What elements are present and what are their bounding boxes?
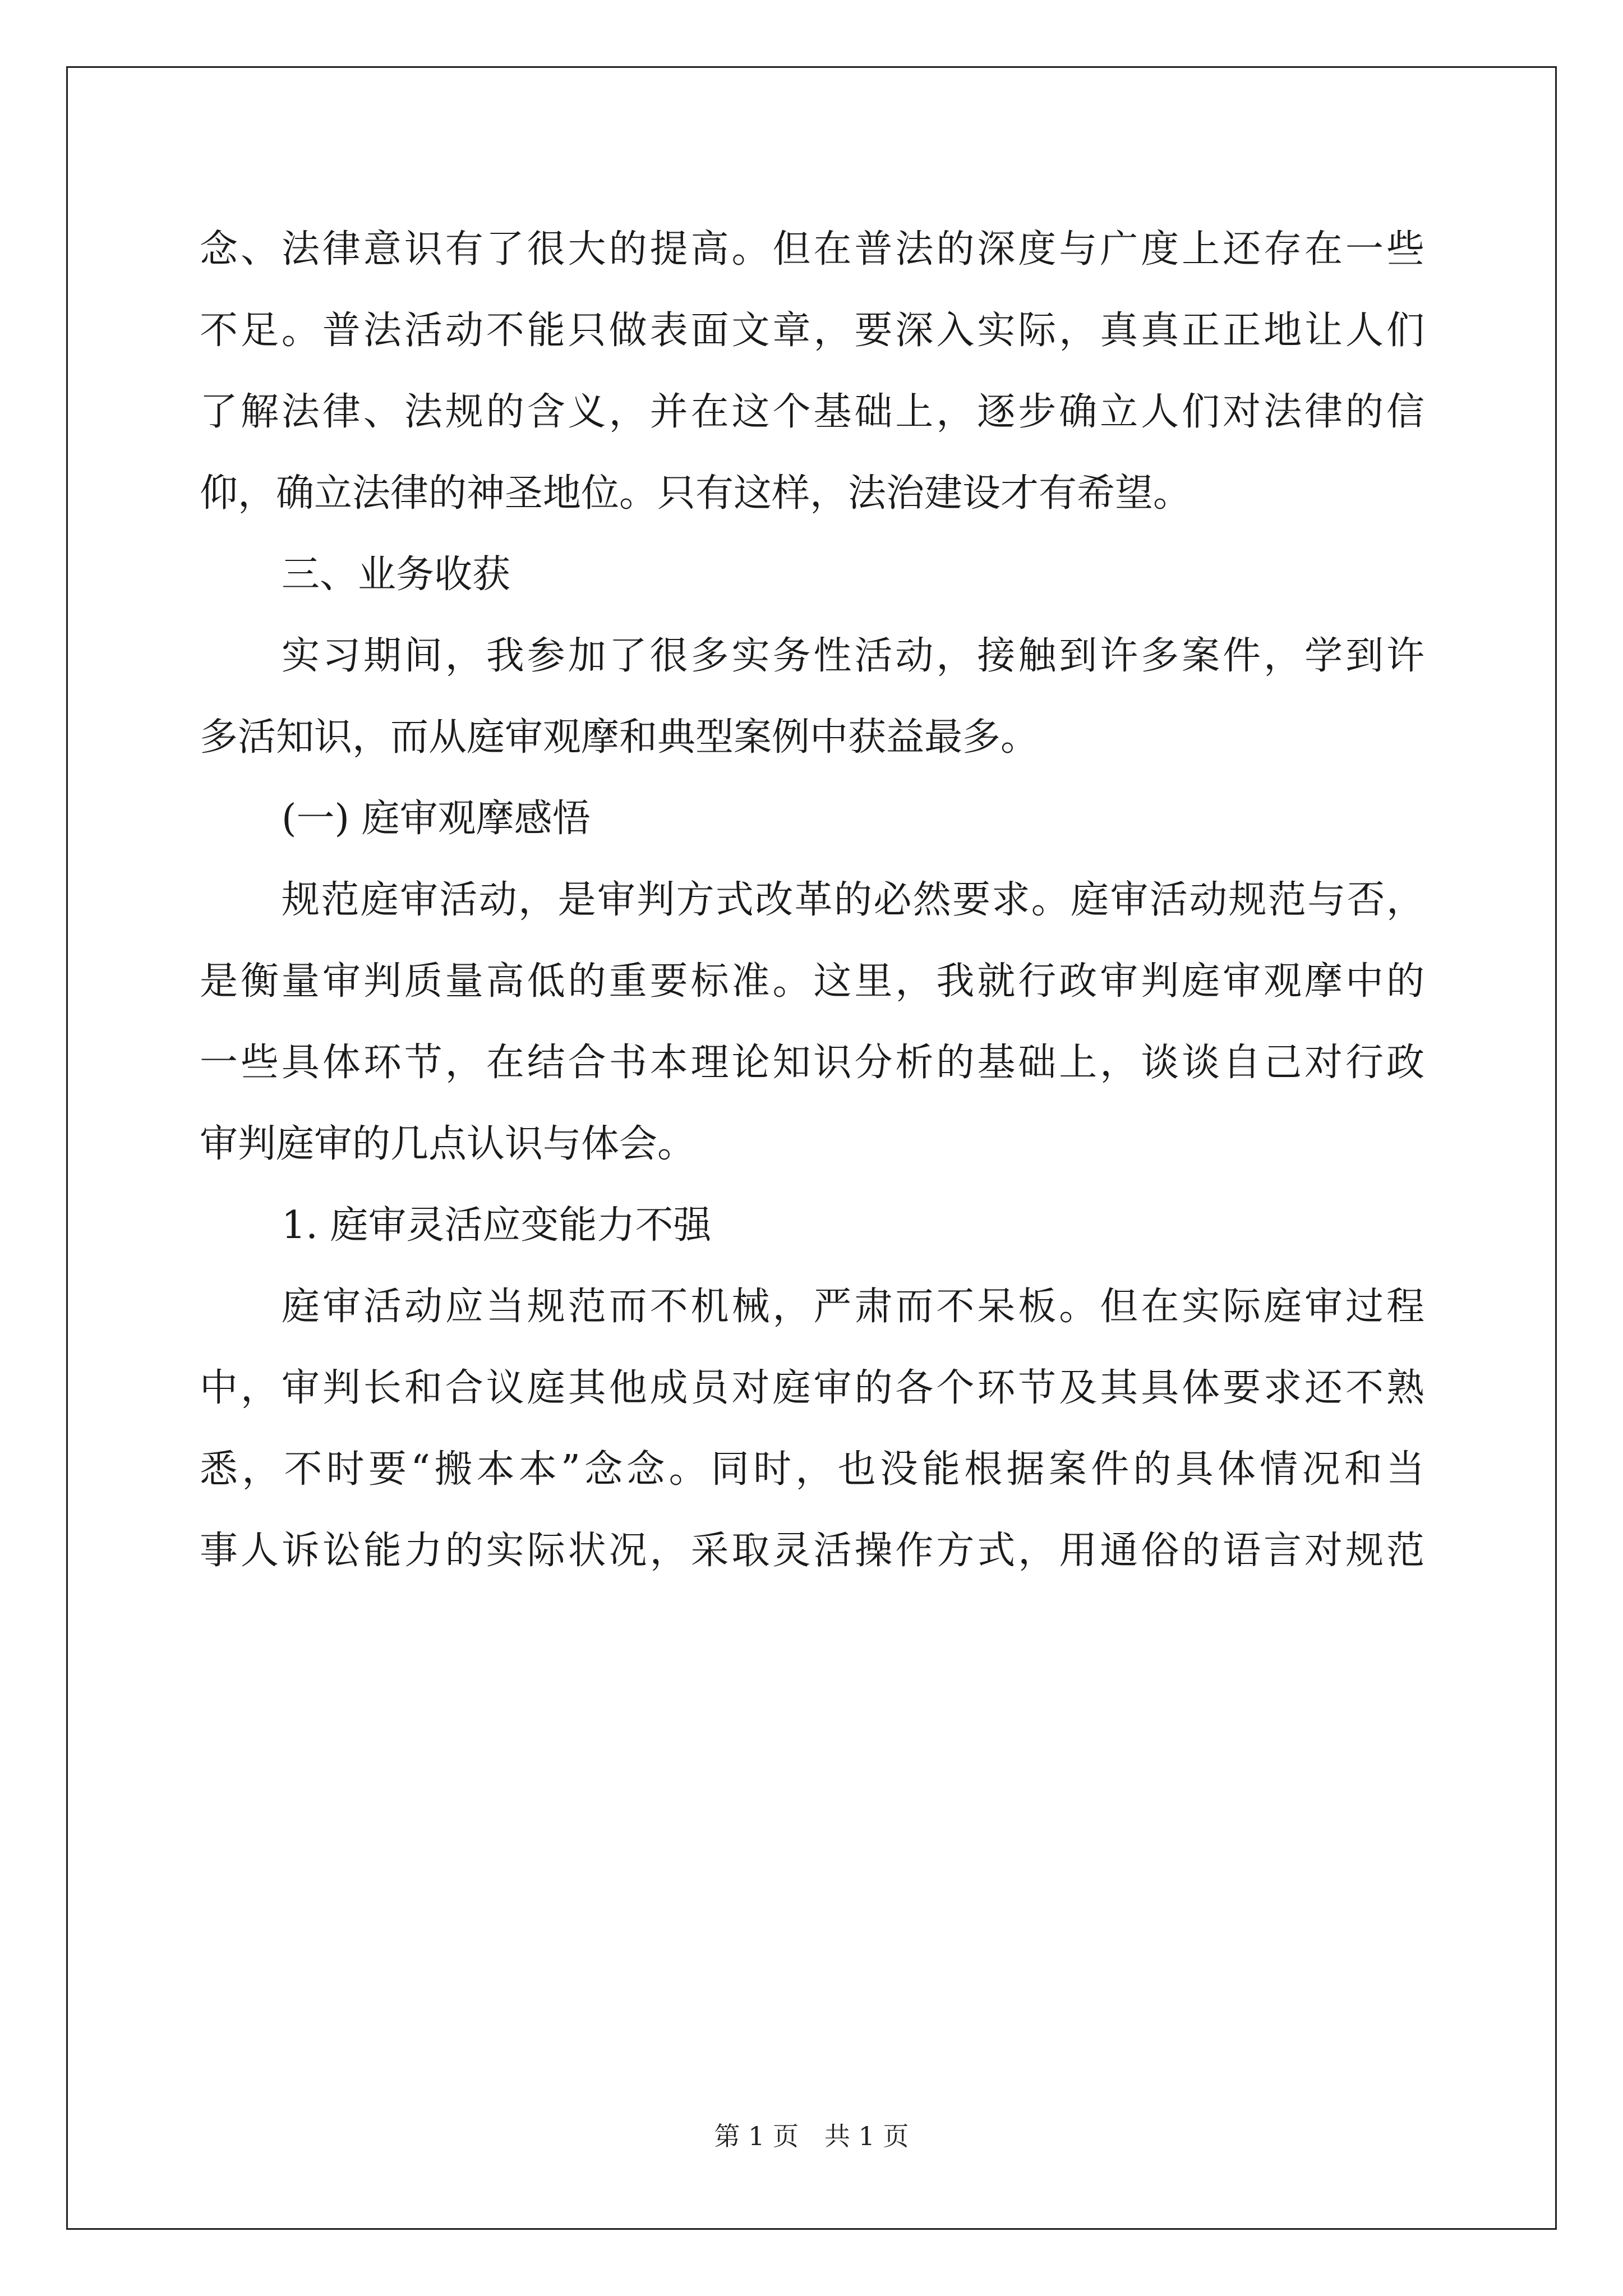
body-line: 悉，不时要“搬本本”念念。同时，也没能根据案件的具体情况和当	[200, 1447, 1424, 1492]
numbered-heading: 1. 庭审灵活应变能力不强	[282, 1203, 712, 1248]
body-line: 审判庭审的几点认识与体会。	[200, 1122, 696, 1166]
body-line: 仰，确立法律的神圣地位。只有这样，法治建设才有希望。	[200, 471, 1192, 516]
body-line: 一些具体环节，在结合书本理论知识分析的基础上，谈谈自己对行政	[200, 1041, 1424, 1085]
body-line: 事人诉讼能力的实际状况，采取灵活操作方式，用通俗的语言对规范	[200, 1529, 1424, 1573]
body-line: 是衡量审判质量高低的重要标准。这里，我就行政审判庭审观摩中的	[200, 959, 1424, 1004]
body-line: 念、法律意识有了很大的提高。但在普法的深度与广度上还存在一些	[200, 227, 1424, 272]
page-number-footer: 第 1 页 共 1 页	[714, 2121, 909, 2151]
body-line: 多活知识，而从庭审观摩和典型案例中获益最多。	[200, 715, 1039, 760]
body-line: 实习期间，我参加了很多实务性活动，接触到许多案件，学到许	[282, 634, 1424, 678]
body-line: 不足。普法活动不能只做表面文章，要深入实际，真真正正地让人们	[200, 309, 1424, 353]
body-line: 规范庭审活动，是审判方式改革的必然要求。庭审活动规范与否，	[282, 878, 1424, 922]
section-heading: 三、业务收获	[282, 553, 511, 597]
body-line: 中，审判长和合议庭其他成员对庭审的各个环节及其具体要求还不熟	[200, 1366, 1424, 1410]
body-line: 庭审活动应当规范而不机械，严肃而不呆板。但在实际庭审过程	[282, 1285, 1424, 1329]
document-body	[200, 209, 1424, 1591]
subsection-heading: (一) 庭审观摩感悟	[282, 797, 591, 841]
body-line: 了解法律、法规的含义，并在这个基础上，逐步确立人们对法律的信	[200, 390, 1424, 434]
